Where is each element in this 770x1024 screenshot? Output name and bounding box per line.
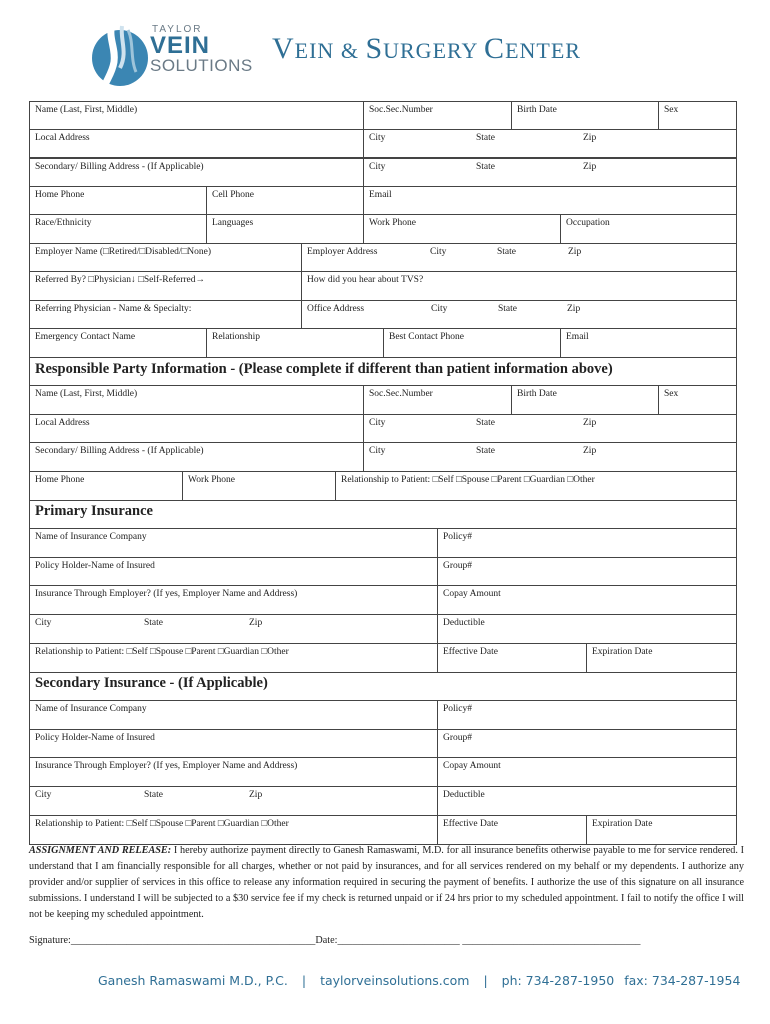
- assignment-label: ASSIGNMENT AND RELEASE:: [29, 845, 172, 856]
- secondary-copay-field[interactable]: Copay Amount: [437, 757, 737, 787]
- city-label: City: [431, 304, 448, 314]
- responsible-birth-date-field[interactable]: Birth Date: [511, 385, 659, 415]
- logo-small-text: TAYLOR: [152, 24, 203, 35]
- zip-label: Zip: [583, 418, 597, 428]
- title-urgery: URGERY: [383, 38, 485, 63]
- city-label: City: [369, 162, 386, 172]
- footer-fax: fax: 734-287-1954: [624, 973, 741, 988]
- primary-through-employer-field[interactable]: Insurance Through Employer? (If yes, Employer Name and Address): [29, 585, 438, 615]
- responsible-billing-address-field[interactable]: Secondary/ Billing Address - (If Applicable): [29, 442, 364, 472]
- responsible-relationship-field[interactable]: Relationship to Patient: □Self □Spouse □Parent □Guardian □Other: [335, 471, 737, 501]
- footer-phone: ph: 734-287-1950: [501, 973, 615, 988]
- patient-sex-field[interactable]: Sex: [658, 101, 737, 130]
- patient-ssn-field[interactable]: Soc.Sec.Number: [363, 101, 512, 130]
- primary-holder-field[interactable]: Policy Holder-Name of Insured: [29, 557, 438, 586]
- primary-relationship-field[interactable]: Relationship to Patient: □Self □Spouse □Parent □Guardian □Other: [29, 643, 438, 673]
- secondary-effective-date-field[interactable]: Effective Date: [437, 815, 587, 845]
- city-label: City: [369, 133, 386, 143]
- emergency-email-field[interactable]: Email: [560, 328, 737, 358]
- patient-employer-address-field[interactable]: [301, 243, 737, 272]
- logo-sub-text: SOLUTIONS: [150, 56, 253, 75]
- responsible-city-field[interactable]: [363, 414, 737, 443]
- secondary-relationship-field[interactable]: Relationship to Patient: □Self □Spouse □Parent □Guardian □Other: [29, 815, 438, 845]
- secondary-policy-field[interactable]: Policy#: [437, 700, 737, 730]
- patient-local-address-field[interactable]: Local Address: [29, 129, 364, 158]
- patient-employer-name-field[interactable]: Employer Name (□Retired/□Disabled/□None): [29, 243, 302, 272]
- employer-address-label: Employer Address: [307, 247, 378, 257]
- state-label: State: [497, 247, 516, 257]
- patient-birth-date-field[interactable]: Birth Date: [511, 101, 659, 130]
- zip-label: Zip: [249, 618, 263, 628]
- primary-expiration-date-field[interactable]: Expiration Date: [586, 643, 737, 673]
- responsible-billing-city-field[interactable]: [363, 442, 737, 472]
- zip-label: Zip: [583, 446, 597, 456]
- patient-email-field[interactable]: Email: [363, 186, 737, 215]
- secondary-group-field[interactable]: Group#: [437, 729, 737, 758]
- patient-office-address-field[interactable]: [301, 300, 737, 329]
- footer-separator: |: [301, 973, 307, 988]
- secondary-deductible-field[interactable]: Deductible: [437, 786, 737, 816]
- zip-label: Zip: [249, 790, 263, 800]
- patient-name-field[interactable]: Name (Last, First, Middle): [29, 101, 364, 130]
- logo-big-text: VEIN: [150, 32, 211, 59]
- zip-label: Zip: [583, 162, 597, 172]
- patient-cell-phone-field[interactable]: Cell Phone: [206, 186, 364, 215]
- patient-referred-by-field[interactable]: Referred By? □Physician↓ □Self-Referred→: [29, 271, 302, 301]
- responsible-home-phone-field[interactable]: Home Phone: [29, 471, 183, 501]
- footer: [98, 973, 740, 988]
- secondary-through-employer-field[interactable]: Insurance Through Employer? (If yes, Employer Name and Address): [29, 757, 438, 787]
- secondary-insurance-heading: Secondary Insurance - (If Applicable): [29, 672, 737, 701]
- city-label: City: [369, 418, 386, 428]
- page-title: [272, 32, 581, 66]
- city-label: City: [35, 618, 52, 628]
- responsible-work-phone-field[interactable]: Work Phone: [182, 471, 336, 501]
- primary-group-field[interactable]: Group#: [437, 557, 737, 586]
- city-label: City: [369, 446, 386, 456]
- patient-home-phone-field[interactable]: Home Phone: [29, 186, 207, 215]
- best-contact-phone-field[interactable]: Best Contact Phone: [383, 328, 561, 358]
- state-label: State: [476, 418, 495, 428]
- zip-label: Zip: [567, 304, 581, 314]
- logo: [88, 10, 253, 90]
- emergency-relationship-field[interactable]: Relationship: [206, 328, 384, 358]
- signature-line: [29, 935, 641, 946]
- primary-city-field[interactable]: [29, 614, 438, 644]
- secondary-holder-field[interactable]: Policy Holder-Name of Insured: [29, 729, 438, 758]
- city-label: City: [35, 790, 52, 800]
- primary-deductible-field[interactable]: Deductible: [437, 614, 737, 644]
- assignment-text: I hereby authorize payment directly to Ganesh Ramaswami, M.D. for all insurance benefits otherwise payable to me for service rendered. I understand that I am financially responsible for all charges, whether or not paid by insurances, and for all services rendered on my behalf or my dependents. I authorize any provider and/or supplier of services in this office to release any information required in securing the payment of benefits. I authorize the use of this signature on all insurance submissions. I understand I will be subjected to a $30 service fee if my check is returned unpaid or if 24 hrs prior to my scheduled appointment. I fail to notify the office I will not be keeping my scheduled appointment.: [29, 845, 744, 920]
- office-address-label: Office Address: [307, 304, 365, 314]
- responsible-name-field[interactable]: Name (Last, First, Middle): [29, 385, 364, 415]
- secondary-city-field[interactable]: [29, 786, 438, 816]
- patient-billing-address-field[interactable]: Secondary/ Billing Address - (If Applicable): [29, 158, 364, 187]
- primary-company-field[interactable]: Name of Insurance Company: [29, 528, 438, 558]
- signature-label: Signature:: [29, 935, 71, 946]
- title-v: V: [272, 32, 295, 65]
- title-enter: ENTER: [505, 38, 581, 63]
- zip-label: Zip: [568, 247, 582, 257]
- primary-policy-field[interactable]: Policy#: [437, 528, 737, 558]
- date-label: Date:: [315, 935, 338, 946]
- zip-label: Zip: [583, 133, 597, 143]
- secondary-company-field[interactable]: Name of Insurance Company: [29, 700, 438, 730]
- patient-address-city-field[interactable]: [363, 129, 737, 158]
- state-label: State: [144, 618, 163, 628]
- title-c: C: [484, 32, 506, 65]
- primary-copay-field[interactable]: Copay Amount: [437, 585, 737, 615]
- primary-insurance-heading: Primary Insurance: [29, 500, 737, 529]
- primary-effective-date-field[interactable]: Effective Date: [437, 643, 587, 673]
- date-input[interactable]: ________________________ ___________________________________: [337, 935, 641, 946]
- patient-work-phone-field[interactable]: Work Phone: [363, 214, 561, 244]
- state-label: State: [498, 304, 517, 314]
- secondary-expiration-date-field[interactable]: Expiration Date: [586, 815, 737, 845]
- footer-practice: Ganesh Ramaswami M.D., P.C.: [98, 973, 288, 988]
- assignment-release-paragraph: [29, 843, 744, 923]
- patient-occupation-field[interactable]: Occupation: [560, 214, 737, 244]
- footer-separator: |: [483, 973, 488, 988]
- state-label: State: [476, 133, 495, 143]
- state-label: State: [476, 162, 495, 172]
- patient-billing-city-field[interactable]: [363, 158, 737, 187]
- vein-logo-icon: [90, 18, 150, 90]
- patient-referring-physician-field[interactable]: Referring Physician - Name & Specialty:: [29, 300, 302, 329]
- responsible-sex-field[interactable]: Sex: [658, 385, 737, 415]
- patient-how-heard-field[interactable]: How did you hear about TVS?: [301, 271, 737, 301]
- state-label: State: [476, 446, 495, 456]
- title-ein: EIN &: [294, 38, 366, 63]
- title-s: S: [365, 32, 384, 65]
- state-label: State: [144, 790, 163, 800]
- city-label: City: [430, 247, 447, 257]
- responsible-ssn-field[interactable]: Soc.Sec.Number: [363, 385, 512, 415]
- emergency-contact-field[interactable]: Emergency Contact Name: [29, 328, 207, 358]
- responsible-party-heading: Responsible Party Information - (Please complete if different than patient information above): [29, 357, 737, 386]
- footer-website-link[interactable]: taylorveinsolutions.com: [320, 973, 470, 988]
- patient-languages-field[interactable]: Languages: [206, 214, 364, 244]
- responsible-local-address-field[interactable]: Local Address: [29, 414, 364, 443]
- patient-race-field[interactable]: Race/Ethnicity: [29, 214, 207, 244]
- signature-input[interactable]: ________________________________________________: [70, 935, 316, 946]
